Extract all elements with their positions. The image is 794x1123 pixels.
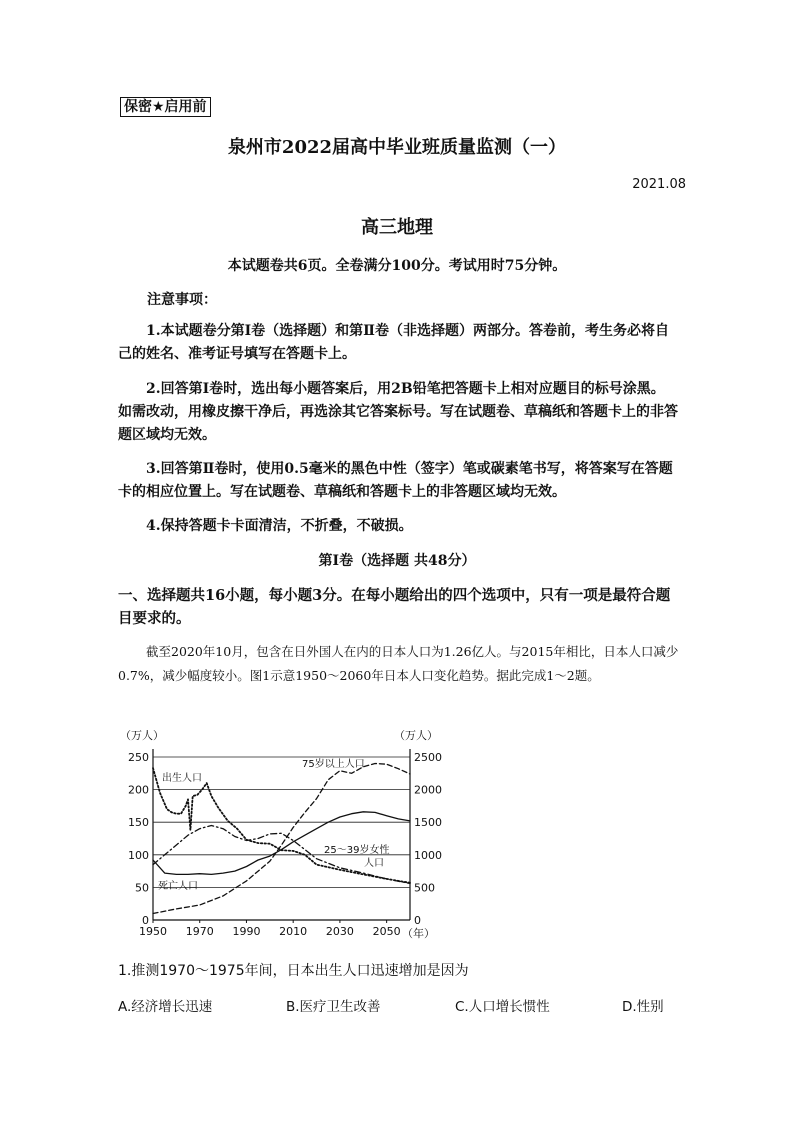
exam-info: 本试题卷共6页。全卷满分100分。考试用时75分钟。 [227,258,567,274]
right-axis-label: （万人） [394,729,438,742]
y-tick-right: 1500 [414,816,442,830]
annotation-deaths: 死亡人口 [158,881,198,892]
x-tick: 1990 [232,925,261,938]
part-title: 一、选择题共16小题，每小题3分。在每小题给出的四个选项中，只有一项是最符合题目要求的。 [118,587,671,627]
y-tick-right: 0 [414,914,421,927]
x-unit-label: （年） [402,927,435,940]
option-c[interactable]: C.人口增长惯性 [455,999,550,1015]
y-tick-right: 500 [414,881,435,895]
note-item-4: 4.保持答题卡卡面清洁，不折叠，不破损。 [146,518,413,534]
annotation-births: 出生人口 [162,773,202,784]
question-1: 1.推测1970～1975年间，日本出生人口迅速增加是因为 [118,963,469,979]
confidential-stamp: 保密★启用前 [120,97,211,117]
y-tick-left: 250 [128,751,149,764]
note-item-3: 3.回答第Ⅱ卷时，使用0.5毫米的黑色中性（签字）笔或碳素笔书写，将答案写在答题卡的相应位置上。写在试题卷、草稿纸和答题卡上的非答题区域均无效。 [118,461,673,500]
y-tick-left: 150 [128,816,149,830]
annotation-women-25-39: 25～39岁女性 [324,845,390,856]
exam-title: 泉州市2022届高中毕业班质量监测（一） [227,137,567,158]
x-tick: 1970 [185,925,214,938]
notes-heading: 注意事项： [147,292,217,308]
annotation-women-25-39-line2: 人口 [364,858,384,869]
y-tick-right: 1000 [414,848,442,862]
subject-title: 高三地理 [361,217,433,238]
annotation-75plus: 75岁以上人口 [302,759,365,770]
y-tick-right: 2000 [414,783,442,797]
section-heading: 第Ⅰ卷（选择题 共48分） [318,553,476,569]
x-tick: 1950 [139,925,167,938]
question-stem: 截至2020年10月，包含在日外国人在内的日本人口为1.26亿人。与2015年相比，日本人口减少0.7%，减少幅度较小。图1示意1950～2060年日本人口变化趋势。据此完成1～2题。 [118,644,679,683]
population-chart [118,725,448,947]
y-tick-left: 50 [135,881,149,895]
y-tick-left: 0 [142,914,149,927]
option-b[interactable]: B.医疗卫生改善 [286,999,381,1015]
note-item-1: 1.本试题卷分第Ⅰ卷（选择题）和第Ⅱ卷（非选择题）两部分。答卷前，考生务必将自己的姓名、准考证号填写在答题卡上。 [118,323,669,362]
x-tick: 2050 [372,925,401,938]
option-a[interactable]: A.经济增长迅速 [118,999,213,1015]
exam-date: 2021.08 [632,177,686,192]
option-d[interactable]: D.性别 [622,999,664,1015]
note-item-2: 2.回答第Ⅰ卷时，选出每小题答案后，用2B铅笔把答题卡上相对应题目的标号涂黑。如需改动，用橡皮擦干净后，再选涂其它答案标号。写在试题卷、草稿纸和答题卡上的非答题区域均无效。 [118,381,678,443]
x-tick: 2010 [279,925,308,938]
left-axis-label: （万人） [120,729,164,742]
y-tick-left: 200 [128,783,149,797]
y-tick-left: 100 [128,848,149,862]
y-tick-right: 2500 [414,751,442,764]
x-tick: 2030 [325,925,354,938]
